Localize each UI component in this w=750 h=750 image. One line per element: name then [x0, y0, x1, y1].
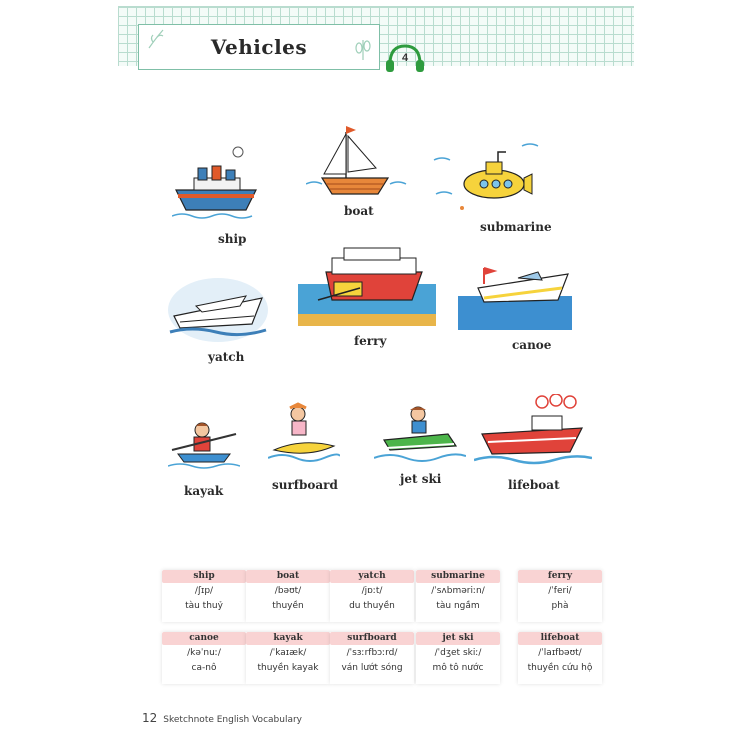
vocab-card	[518, 570, 602, 622]
leaf-icon	[352, 36, 374, 62]
title-box	[138, 24, 380, 70]
card-ipa: /ˈlaɪfbəʊt/	[538, 648, 582, 658]
card-ipa: /ˈferi/	[548, 586, 572, 596]
vocab-card	[330, 632, 414, 684]
surfboard-illustration	[268, 402, 340, 464]
vocab-label: submarine	[480, 220, 552, 234]
vocab-card	[246, 632, 330, 684]
card-meaning: tàu ngầm	[436, 601, 480, 611]
card-meaning: mô tô nước	[432, 663, 484, 673]
boat-illustration	[306, 124, 410, 196]
card-ipa: /ˈkaɪæk/	[269, 648, 307, 658]
vocab-label: boat	[344, 204, 374, 218]
vocab-card	[162, 632, 246, 684]
vocab-card	[416, 632, 500, 684]
card-word: ship	[162, 570, 246, 583]
card-word: jet ski	[416, 632, 500, 645]
kayak-illustration	[168, 420, 240, 470]
vocab-card	[246, 570, 330, 622]
ferry-illustration	[298, 244, 438, 326]
ship-illustration	[172, 146, 262, 222]
card-ipa: /bəʊt/	[274, 586, 302, 596]
lifeboat-illustration	[474, 394, 592, 470]
book-title: Sketchnote English Vocabulary	[163, 715, 302, 725]
vocab-card	[330, 570, 414, 622]
vocab-card	[518, 632, 602, 684]
card-ipa: /kəˈnuː/	[187, 648, 221, 658]
card-meaning: phà	[551, 601, 569, 611]
card-word: surfboard	[330, 632, 414, 645]
canoe-illustration	[458, 258, 572, 330]
jet-ski-illustration	[374, 402, 466, 464]
card-ipa: /jɒːt/	[361, 586, 383, 596]
card-meaning: ván lướt sóng	[341, 663, 403, 673]
vocab-label: ferry	[354, 334, 387, 348]
vocab-label: jet ski	[400, 472, 442, 486]
card-word: lifeboat	[518, 632, 602, 645]
page-number: 12	[142, 711, 158, 725]
submarine-illustration	[432, 136, 552, 216]
card-word: yatch	[330, 570, 414, 583]
vocab-label: yatch	[208, 350, 245, 364]
card-meaning: ca-nô	[191, 663, 217, 673]
leaf-icon	[146, 28, 166, 50]
card-meaning: thuyền	[272, 601, 304, 611]
card-word: canoe	[162, 632, 246, 645]
page-title: Vehicles	[210, 35, 308, 59]
vocab-label: surfboard	[272, 478, 338, 492]
vocab-label: lifeboat	[508, 478, 560, 492]
card-ipa: /ˈsʌbməriːn/	[431, 586, 485, 596]
page-footer	[142, 711, 302, 725]
vocab-label: kayak	[184, 484, 224, 498]
vocab-card	[416, 570, 500, 622]
vocab-label: canoe	[512, 338, 552, 352]
card-word: kayak	[246, 632, 330, 645]
card-meaning: thuyền cứu hộ	[527, 663, 593, 673]
card-meaning: du thuyền	[349, 601, 395, 611]
card-ipa: /ˈdʒet skiː/	[434, 648, 482, 658]
card-word: ferry	[518, 570, 602, 583]
track-number: 4	[401, 52, 409, 64]
card-meaning: thuyền kayak	[257, 663, 319, 673]
vocab-card	[162, 570, 246, 622]
card-ipa: /ˈsɜːrfbɔːrd/	[346, 648, 398, 658]
card-ipa: /ʃɪp/	[194, 586, 214, 596]
card-word: submarine	[416, 570, 500, 583]
vocab-label: ship	[218, 232, 247, 246]
card-meaning: tàu thuỷ	[185, 601, 223, 611]
card-word: boat	[246, 570, 330, 583]
yacht-illustration	[166, 272, 272, 344]
